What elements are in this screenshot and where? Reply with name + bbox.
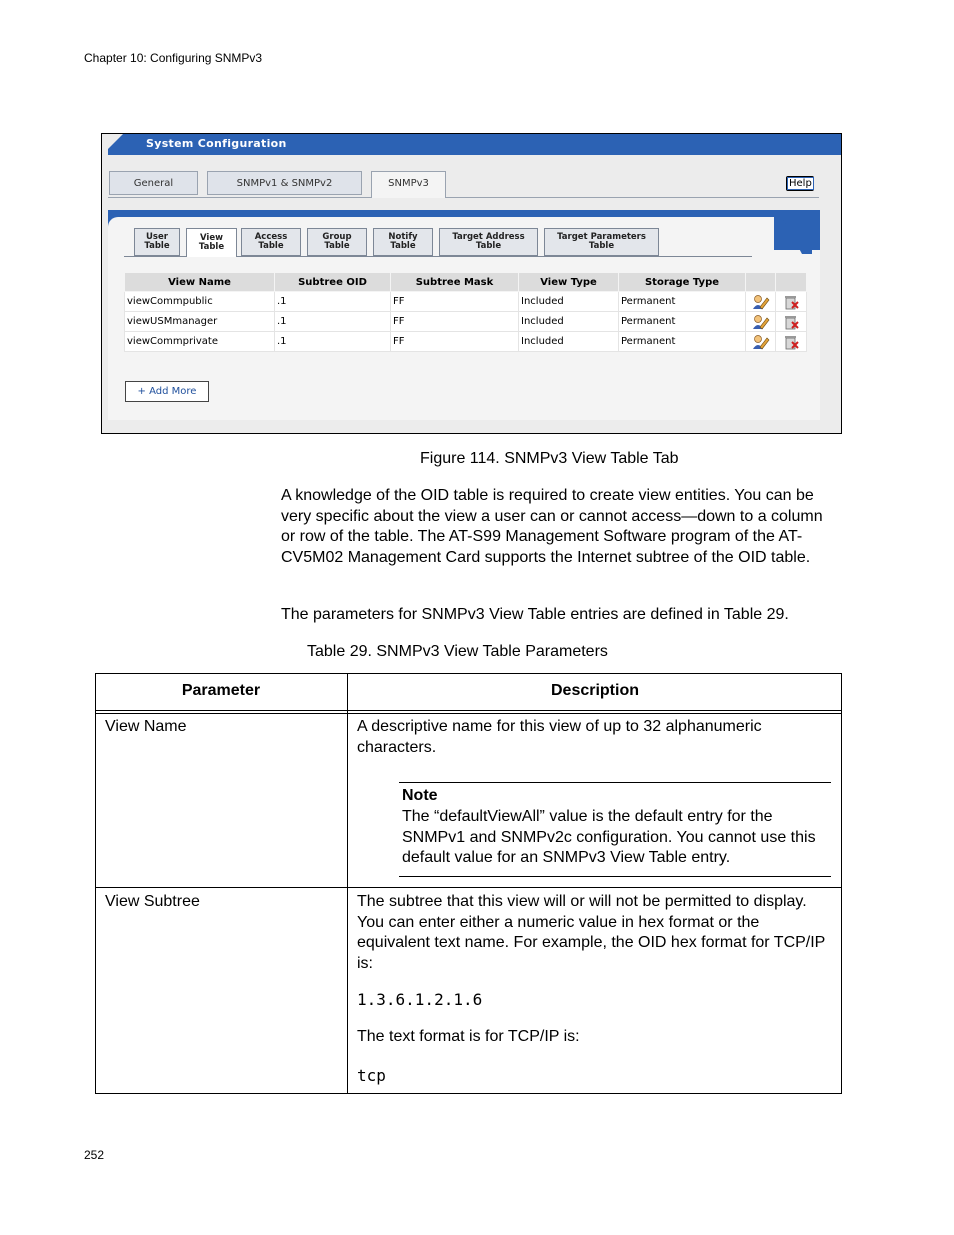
desc-view-subtree: The subtree that this view will or will not be permitted to display. You can enter either a numeric value in hex format or the equivalent text name. For example, the OID hex format for TCP/IP is: <box>357 893 826 972</box>
table-caption: Table 29. SNMPv3 View Table Parameters <box>307 643 608 660</box>
note-bottom-rule <box>399 876 831 877</box>
col-subtree-mask: Subtree Mask <box>391 273 519 292</box>
delete-icon[interactable] <box>782 334 800 350</box>
tab-snmpv1-snmpv2[interactable]: SNMPv1 & SNMPv2 <box>207 171 362 195</box>
subtab-target-address-table[interactable] <box>439 228 538 256</box>
subtab-target-parameters-table-label: Target Parameters Table <box>557 232 646 251</box>
subtab-user-table[interactable] <box>134 228 180 256</box>
example-text-oid: tcp <box>357 1066 386 1085</box>
table-row <box>125 292 807 312</box>
cell-subtree-oid: .1 <box>275 292 391 312</box>
col-delete <box>776 273 807 292</box>
cell-subtree-mask: FF <box>391 332 519 352</box>
add-more-button[interactable]: + Add More <box>125 381 209 402</box>
cell-storage-type: Permanent <box>619 292 746 312</box>
running-header: Chapter 10: Configuring SNMPv3 <box>84 51 263 65</box>
cell-subtree-mask: FF <box>391 312 519 332</box>
subtab-access-table-label: Access Table <box>254 232 288 251</box>
header-description: Description <box>550 682 639 699</box>
table-row <box>125 332 807 352</box>
cell-view-name: viewCommpublic <box>125 292 275 312</box>
help-label: Help <box>789 178 812 189</box>
delete-icon[interactable] <box>782 294 800 310</box>
subtab-user-table-label: User Table <box>144 232 170 251</box>
cell-view-type: Included <box>519 312 619 332</box>
edit-cell <box>746 332 776 352</box>
subtab-target-address-table-label: Target Address Table <box>452 232 525 251</box>
view-table <box>124 272 807 352</box>
header-rule <box>95 713 842 714</box>
note-title: Note <box>402 787 438 804</box>
param-view-subtree: View Subtree <box>105 893 200 910</box>
text-format-line: The text format is for TCP/IP is: <box>357 1028 580 1045</box>
subtab-view-table[interactable] <box>186 228 237 257</box>
note-text: The “defaultViewAll” value is the default entry for the SNMPv1 and SNMPv2c configuration. You cannot use this default value for an SNMPv3 View Table entry. <box>402 808 816 866</box>
edit-cell <box>746 312 776 332</box>
cell-storage-type: Permanent <box>619 312 746 332</box>
table-row <box>125 312 807 332</box>
col-storage-type: Storage Type <box>619 273 746 292</box>
col-view-name: View Name <box>125 273 275 292</box>
edit-user-icon[interactable] <box>752 334 770 350</box>
subtab-view-table-label: View Table <box>198 233 225 252</box>
top-tab-baseline <box>108 197 819 198</box>
edit-cell <box>746 292 776 312</box>
help-button[interactable] <box>786 176 814 191</box>
cell-view-name: viewCommprivate <box>125 332 275 352</box>
screenshot-figure <box>101 133 842 434</box>
window-title: System Configuration <box>146 137 287 150</box>
delete-cell <box>776 312 807 332</box>
cell-subtree-oid: .1 <box>275 332 391 352</box>
param-view-name: View Name <box>105 718 187 735</box>
subtab-notify-table-label: Notify Table <box>388 232 418 251</box>
cell-view-type: Included <box>519 332 619 352</box>
row-divider <box>95 887 842 888</box>
subtab-group-table[interactable] <box>307 228 367 256</box>
page-number: 252 <box>84 1148 105 1162</box>
delete-cell <box>776 292 807 312</box>
edit-user-icon[interactable] <box>752 314 770 330</box>
col-view-type: View Type <box>519 273 619 292</box>
tab-snmpv3[interactable]: SNMPv3 <box>371 171 446 198</box>
col-subtree-oid: Subtree OID <box>275 273 391 292</box>
panel-corner-graphic <box>752 210 812 254</box>
subtab-access-table[interactable] <box>241 228 301 256</box>
tab-general[interactable]: General <box>109 171 198 195</box>
cell-storage-type: Permanent <box>619 332 746 352</box>
body-paragraph-2: The parameters for SNMPv3 View Table entries are defined in Table 29. <box>281 606 789 623</box>
view-table-header-row <box>125 273 807 292</box>
subtab-notify-table[interactable] <box>373 228 433 256</box>
title-bar-notch <box>102 134 123 155</box>
desc-view-name: A descriptive name for this view of up to 32 alphanumeric characters. <box>357 718 762 756</box>
cell-subtree-mask: FF <box>391 292 519 312</box>
edit-user-icon[interactable] <box>752 294 770 310</box>
cell-view-name: viewUSMmanager <box>125 312 275 332</box>
column-divider <box>347 673 348 1094</box>
cell-view-type: Included <box>519 292 619 312</box>
figure-caption: Figure 114. SNMPv3 View Table Tab <box>420 450 679 467</box>
example-hex-oid: 1.3.6.1.2.1.6 <box>357 990 483 1009</box>
subtab-group-table-label: Group Table <box>322 232 352 251</box>
body-paragraph-1: A knowledge of the OID table is required to create view entities. You can be very specific about the view a user can or cannot access—down to a column or row of the table. The AT-S99 Management Software program of the AT-CV5M02 Management Card supports the Internet subtree of the OID table. <box>281 487 823 566</box>
note-top-rule <box>399 782 831 783</box>
header-parameter: Parameter <box>181 682 261 699</box>
parameter-table <box>95 673 842 1094</box>
header-rule <box>95 710 842 711</box>
col-edit <box>746 273 776 292</box>
cell-subtree-oid: .1 <box>275 312 391 332</box>
delete-cell <box>776 332 807 352</box>
subtab-target-parameters-table[interactable] <box>544 228 659 256</box>
delete-icon[interactable] <box>782 314 800 330</box>
